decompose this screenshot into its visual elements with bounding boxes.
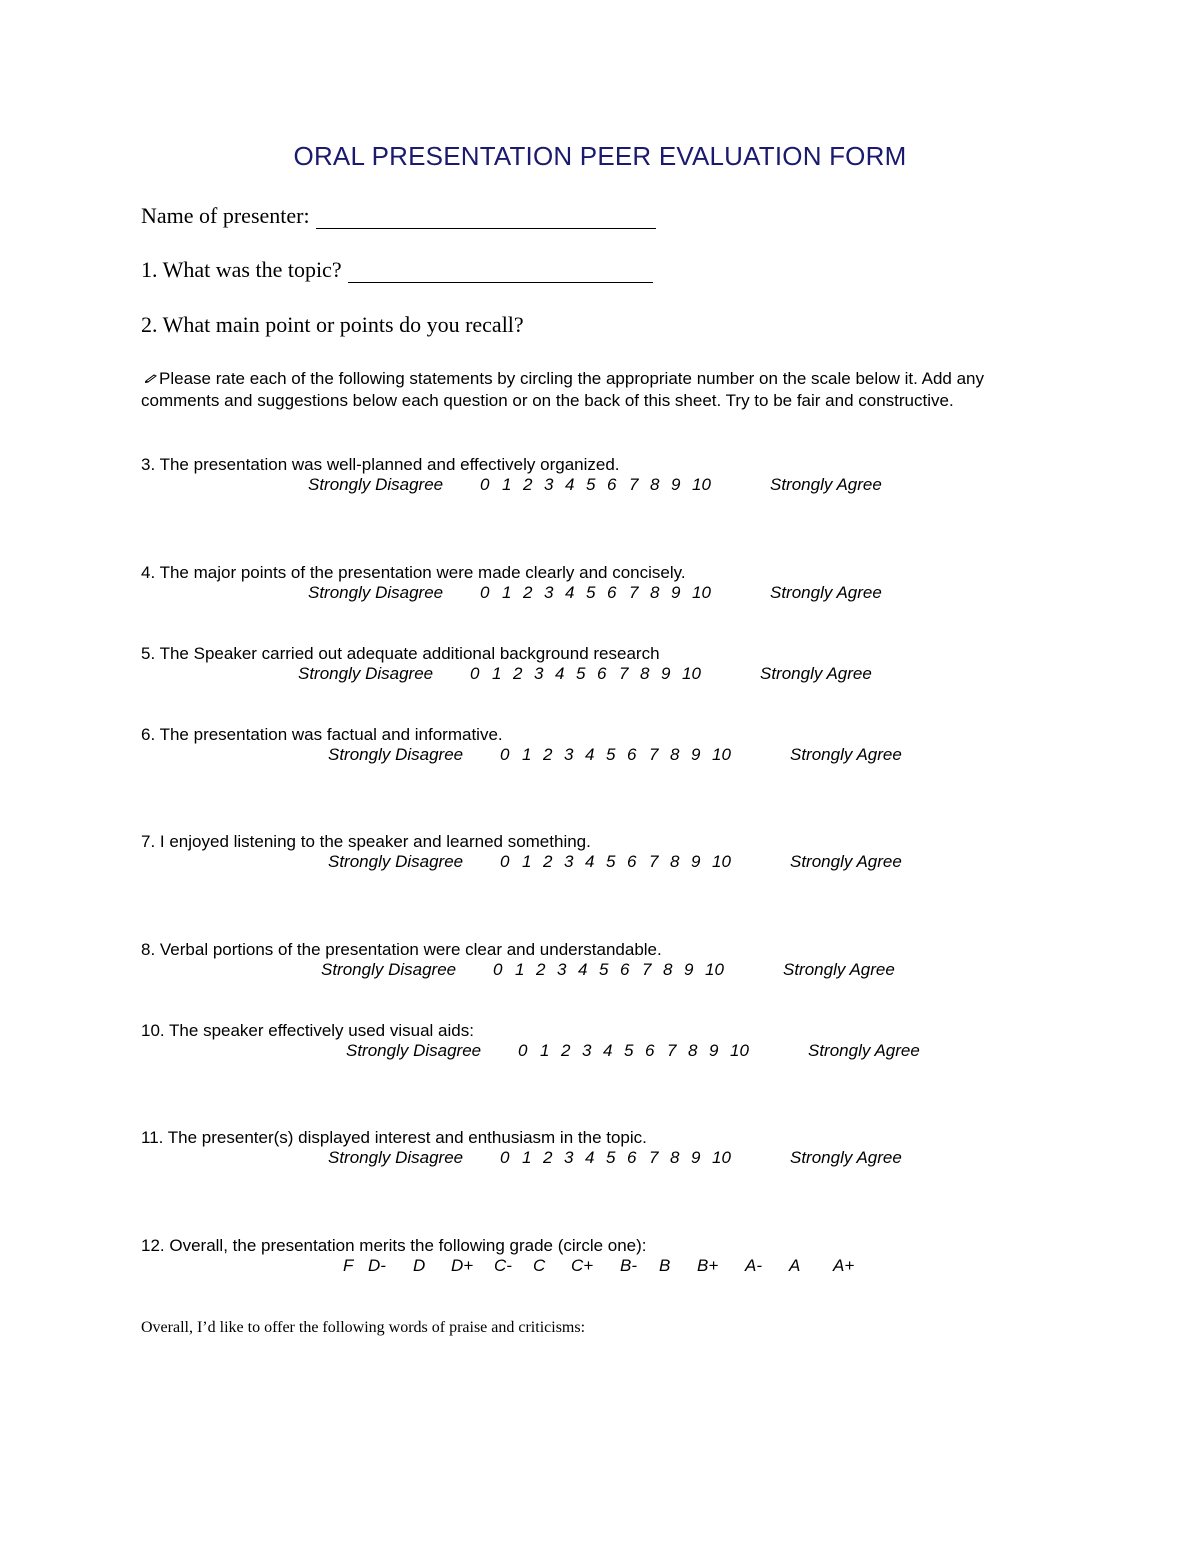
grade-options — [0, 1256, 1200, 1280]
scale-option[interactable]: 1 — [502, 475, 512, 494]
scale-option[interactable]: 10 — [730, 1041, 749, 1060]
scale-option[interactable]: 4 — [578, 960, 588, 979]
scale-option[interactable]: 4 — [585, 1148, 595, 1167]
scale-option[interactable]: 2 — [513, 664, 523, 683]
scale-option[interactable]: 10 — [712, 1148, 731, 1167]
scale-option[interactable]: 3 — [544, 583, 554, 602]
grade-option[interactable]: C — [533, 1256, 546, 1275]
scale-low-label: Strongly Disagree — [328, 745, 464, 764]
question-text: 5. The Speaker carried out adequate additional background research — [141, 644, 660, 663]
pencil-icon — [145, 373, 157, 383]
scale-option[interactable]: 7 — [649, 745, 659, 764]
scale-high-label: Strongly Agree — [783, 960, 895, 979]
scale-option[interactable]: 2 — [543, 1148, 553, 1167]
scale-option[interactable]: 6 — [627, 852, 637, 871]
scale-option[interactable]: 7 — [649, 1148, 659, 1167]
scale-option[interactable]: 5 — [576, 664, 586, 683]
scale-option[interactable]: 2 — [523, 475, 533, 494]
scale-option[interactable]: 4 — [565, 475, 575, 494]
scale-option[interactable]: 10 — [705, 960, 724, 979]
grade-option[interactable]: C- — [494, 1256, 512, 1275]
scale-option[interactable]: 6 — [645, 1041, 655, 1060]
scale-option[interactable]: 1 — [515, 960, 525, 979]
scale-option[interactable]: 0 — [480, 583, 490, 602]
scale-option[interactable]: 5 — [599, 960, 609, 979]
scale-high-label: Strongly Agree — [770, 583, 882, 602]
scale-option[interactable]: 5 — [586, 583, 596, 602]
scale-option[interactable]: 5 — [586, 475, 596, 494]
scale-option[interactable]: 8 — [670, 1148, 680, 1167]
scale-option[interactable]: 0 — [518, 1041, 528, 1060]
scale-option[interactable]: 1 — [502, 583, 512, 602]
grade-option[interactable]: B+ — [697, 1256, 719, 1275]
scale-option[interactable]: 3 — [544, 475, 554, 494]
scale-option[interactable]: 8 — [670, 852, 680, 871]
scale-option[interactable]: 7 — [649, 852, 659, 871]
scale-option[interactable]: 5 — [624, 1041, 634, 1060]
rating-scale — [308, 475, 908, 499]
rating-scale — [321, 960, 921, 984]
grade-option[interactable]: F — [343, 1256, 354, 1275]
scale-option[interactable]: 5 — [606, 1148, 616, 1167]
grade-option[interactable]: B — [659, 1256, 671, 1275]
topic-blank[interactable] — [348, 260, 653, 283]
scale-option[interactable]: 3 — [534, 664, 544, 683]
scale-high-label: Strongly Agree — [790, 1148, 902, 1167]
scale-option[interactable]: 3 — [564, 1148, 574, 1167]
form-title: ORAL PRESENTATION PEER EVALUATION FORM — [293, 141, 907, 171]
scale-option[interactable]: 0 — [500, 745, 510, 764]
grade-option[interactable]: C+ — [571, 1256, 594, 1275]
grade-option[interactable]: D — [413, 1256, 426, 1275]
scale-option[interactable]: 2 — [543, 852, 553, 871]
scale-low-label: Strongly Disagree — [328, 852, 464, 871]
scale-option[interactable]: 6 — [607, 475, 617, 494]
scale-option[interactable]: 7 — [629, 583, 639, 602]
scale-option[interactable]: 9 — [684, 960, 694, 979]
scale-high-label: Strongly Agree — [760, 664, 872, 683]
scale-option[interactable]: 3 — [582, 1041, 592, 1060]
question-text: 4. The major points of the presentation were made clearly and concisely. — [141, 563, 686, 582]
instructions-line-1: Please rate each of the following statements by circling the appropriate number on the scale below it. Add any — [159, 369, 984, 388]
topic-field — [141, 257, 653, 283]
rating-scale — [328, 1148, 928, 1172]
rating-scale — [328, 745, 928, 769]
scale-option[interactable]: 1 — [522, 745, 532, 764]
scale-low-label: Strongly Disagree — [346, 1041, 482, 1060]
scale-option[interactable]: 6 — [597, 664, 607, 683]
scale-option[interactable]: 9 — [671, 583, 681, 602]
grade-option[interactable]: A- — [745, 1256, 762, 1275]
grade-option[interactable]: A+ — [833, 1256, 855, 1275]
scale-option[interactable]: 10 — [712, 852, 731, 871]
scale-option[interactable]: 3 — [564, 745, 574, 764]
scale-option[interactable]: 8 — [650, 475, 660, 494]
scale-option[interactable]: 7 — [642, 960, 652, 979]
scale-high-label: Strongly Agree — [790, 852, 902, 871]
scale-high-label: Strongly Agree — [790, 745, 902, 764]
rating-scale — [308, 583, 908, 607]
scale-option[interactable]: 6 — [620, 960, 630, 979]
rating-scale — [298, 664, 898, 688]
grade-option[interactable]: A — [789, 1256, 801, 1275]
scale-high-label: Strongly Agree — [770, 475, 882, 494]
scale-option[interactable]: 7 — [667, 1041, 677, 1060]
presenter-field — [141, 203, 656, 229]
scale-option[interactable]: 1 — [522, 1148, 532, 1167]
question-text: 6. The presentation was factual and informative. — [141, 725, 503, 744]
grade-question: 12. Overall, the presentation merits the following grade (circle one): — [141, 1236, 647, 1255]
scale-option[interactable]: 9 — [691, 745, 701, 764]
scale-option[interactable]: 0 — [500, 1148, 510, 1167]
scale-option[interactable]: 2 — [523, 583, 533, 602]
scale-option[interactable]: 4 — [603, 1041, 613, 1060]
question-text: 11. The presenter(s) displayed interest and enthusiasm in the topic. — [141, 1128, 647, 1147]
recall-question: 2. What main point or points do you recall? — [141, 312, 524, 337]
scale-option[interactable]: 6 — [627, 745, 637, 764]
presenter-blank[interactable] — [316, 206, 656, 229]
scale-option[interactable]: 8 — [663, 960, 673, 979]
scale-option[interactable]: 7 — [619, 664, 629, 683]
instructions — [141, 368, 984, 412]
question-text: 8. Verbal portions of the presentation were clear and understandable. — [141, 940, 662, 959]
scale-option[interactable]: 2 — [536, 960, 546, 979]
scale-option[interactable]: 0 — [500, 852, 510, 871]
closing-prompt: Overall, I’d like to offer the following words of praise and criticisms: — [141, 1319, 586, 1336]
scale-option[interactable]: 8 — [640, 664, 650, 683]
scale-option[interactable]: 7 — [629, 475, 639, 494]
scale-option[interactable]: 8 — [650, 583, 660, 602]
question-text: 10. The speaker effectively used visual aids: — [141, 1021, 474, 1040]
scale-option[interactable]: 0 — [480, 475, 490, 494]
rating-scale — [346, 1041, 946, 1065]
scale-option[interactable]: 6 — [607, 583, 617, 602]
scale-option[interactable]: 3 — [564, 852, 574, 871]
scale-low-label: Strongly Disagree — [298, 664, 434, 683]
scale-option[interactable]: 4 — [555, 664, 565, 683]
question-text: 7. I enjoyed listening to the speaker and learned something. — [141, 832, 591, 851]
scale-low-label: Strongly Disagree — [321, 960, 457, 979]
scale-option[interactable]: 9 — [661, 664, 671, 683]
scale-option[interactable]: 5 — [606, 745, 616, 764]
scale-option[interactable]: 10 — [682, 664, 701, 683]
presenter-label: Name of presenter: — [141, 203, 310, 228]
scale-option[interactable]: 1 — [522, 852, 532, 871]
scale-option[interactable]: 0 — [493, 960, 503, 979]
scale-low-label: Strongly Disagree — [328, 1148, 464, 1167]
scale-option[interactable]: 10 — [692, 583, 711, 602]
scale-option[interactable]: 3 — [557, 960, 567, 979]
scale-low-label: Strongly Disagree — [308, 583, 444, 602]
scale-option[interactable]: 1 — [492, 664, 502, 683]
question-text: 3. The presentation was well-planned and effectively organized. — [141, 455, 620, 474]
instructions-line-2: comments and suggestions below each question or on the back of this sheet. Try to be fair and constructive. — [141, 391, 954, 410]
scale-option[interactable]: 4 — [565, 583, 575, 602]
scale-option[interactable]: 4 — [585, 745, 595, 764]
scale-option[interactable]: 6 — [627, 1148, 637, 1167]
scale-option[interactable]: 9 — [691, 852, 701, 871]
scale-option[interactable]: 9 — [691, 1148, 701, 1167]
grade-option[interactable]: B- — [620, 1256, 637, 1275]
topic-label: 1. What was the topic? — [141, 257, 342, 282]
grade-option[interactable]: D- — [368, 1256, 386, 1275]
scale-option[interactable]: 0 — [470, 664, 480, 683]
scale-high-label: Strongly Agree — [808, 1041, 920, 1060]
scale-option[interactable]: 2 — [561, 1041, 571, 1060]
scale-option[interactable]: 10 — [712, 745, 731, 764]
scale-low-label: Strongly Disagree — [308, 475, 444, 494]
scale-option[interactable]: 2 — [543, 745, 553, 764]
scale-option[interactable]: 9 — [671, 475, 681, 494]
grade-option[interactable]: D+ — [451, 1256, 474, 1275]
scale-option[interactable]: 9 — [709, 1041, 719, 1060]
scale-option[interactable]: 5 — [606, 852, 616, 871]
rating-scale — [328, 852, 928, 876]
scale-option[interactable]: 1 — [540, 1041, 550, 1060]
scale-option[interactable]: 10 — [692, 475, 711, 494]
scale-option[interactable]: 8 — [670, 745, 680, 764]
scale-option[interactable]: 4 — [585, 852, 595, 871]
scale-option[interactable]: 8 — [688, 1041, 698, 1060]
